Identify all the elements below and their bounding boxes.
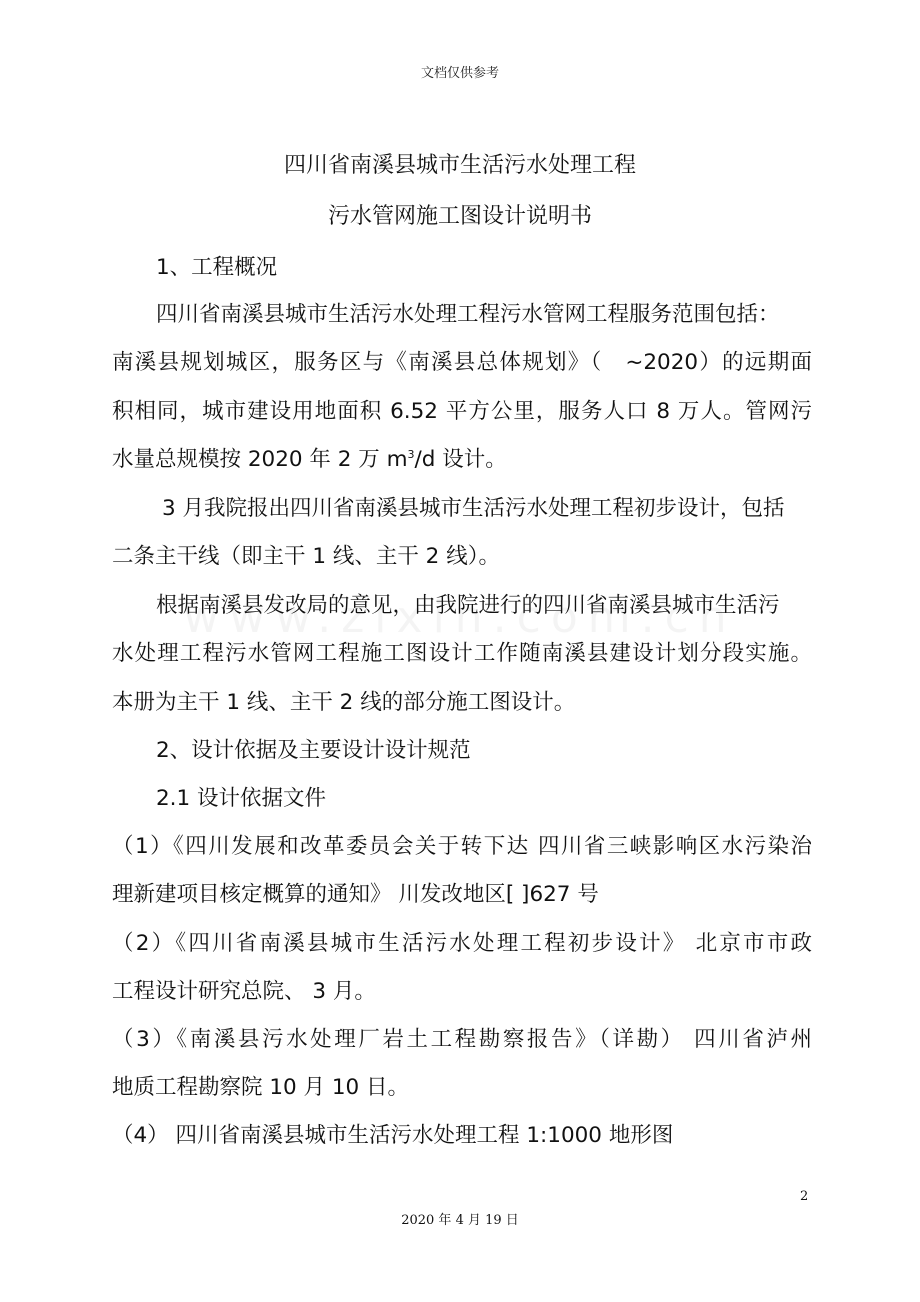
document-subtitle: 污水管网施工图设计说明书 bbox=[327, 204, 592, 229]
paragraph-line: 水处理工程污水管网工程施工图设计工作随南溪县建设计划分段实施。 bbox=[112, 641, 812, 666]
list-item: （4） 四川省南溪县城市生活污水处理工程 1:1000 地形图 bbox=[112, 1123, 674, 1148]
paragraph-line: 根据南溪县发改局的意见，由我院进行的四川省南溪县城市生活污 bbox=[156, 593, 780, 618]
paragraph-line bbox=[112, 442, 812, 473]
document-title: 四川省南溪县城市生活污水处理工程 bbox=[283, 153, 636, 178]
list-item: 工程设计研究总院、 3 月。 bbox=[112, 979, 376, 1004]
paragraph-line: 四川省南溪县城市生活污水处理工程污水管网工程服务范围包括： bbox=[156, 302, 780, 327]
paragraph-line: 南溪县规划城区，服务区与《南溪县总体规划》（ ~2020）的远期面 bbox=[112, 350, 812, 375]
list-item: （2）《四川省南溪县城市生活污水处理工程初步设计》 北京市市政 bbox=[112, 931, 812, 956]
page-header: 文档仅供参考 bbox=[420, 66, 499, 81]
footer-date: 2020 年 4 月 19 日 bbox=[401, 1213, 519, 1228]
text-segment: /d 设计。 bbox=[414, 447, 507, 472]
paragraph-line: 3 月我院报出四川省南溪县城市生活污水处理工程初步设计，包括 bbox=[162, 496, 785, 521]
paragraph-line: 本册为主干 1 线、主干 2 线的部分施工图设计。 bbox=[112, 690, 576, 715]
subsection-heading: 2.1 设计依据文件 bbox=[156, 786, 327, 811]
section-heading: 2、设计依据及主要设计设计规范 bbox=[156, 738, 471, 763]
page-number: 2 bbox=[800, 1189, 809, 1204]
list-item: 地质工程勘察院 10 月 10 日。 bbox=[112, 1075, 410, 1100]
list-item: （3）《南溪县污水处理厂岩土工程勘察报告》（详勘） 四川省泸州 bbox=[112, 1027, 812, 1052]
paragraph-line: 积相同，城市建设用地面积 6.52 平方公里，服务人口 8 万人。管网污 bbox=[112, 399, 812, 424]
list-item: （1）《四川发展和改革委员会关于转下达 四川省三峡影响区水污染治 bbox=[112, 834, 812, 859]
text-segment: 水量总规模按 2020 年 2 万 m bbox=[112, 447, 408, 472]
superscript: 3 bbox=[407, 447, 415, 461]
paragraph-line: 二条主干线（即主干 1 线、主干 2 线）。 bbox=[112, 544, 500, 569]
section-heading: 1、工程概况 bbox=[156, 255, 278, 280]
list-item: 理新建项目核定概算的通知》 川发改地区[ ]627 号 bbox=[112, 882, 599, 907]
